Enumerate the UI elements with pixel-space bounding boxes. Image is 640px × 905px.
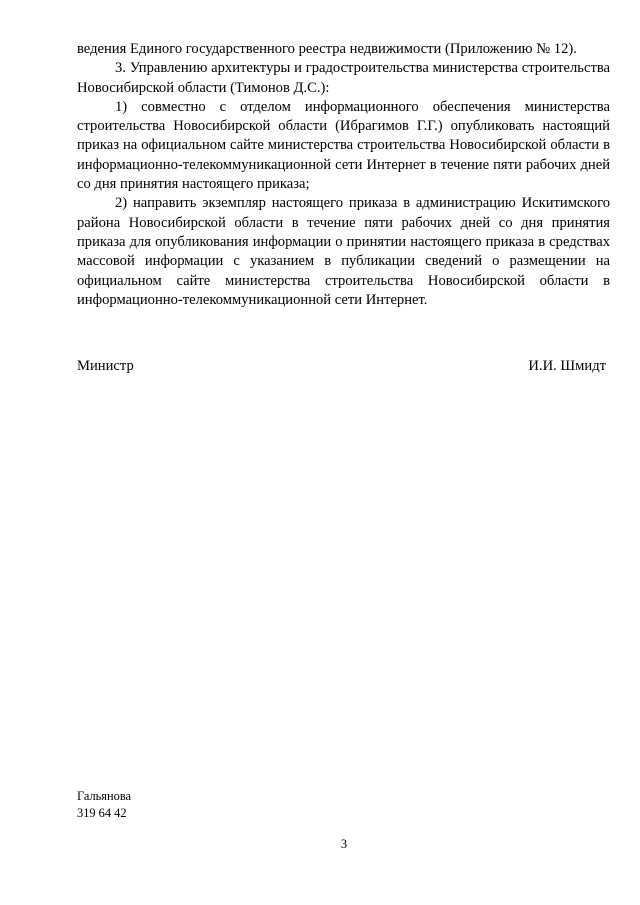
paragraph-subitem-1: 1) совместно с отделом информационного обеспечения министерства строительства Новосибирской области (Ибрагимов Г.Г.) опубликовать настоящий приказ на официальном сайте министерства строительства Новосибирской области в информационно-телекоммуникационной сети Интернет в течение пяти рабочих дней со дня принятия настоящего приказа; (77, 98, 610, 193)
paragraph-subitem-2: 2) направить экземпляр настоящего приказа в администрацию Искитимского района Новосибирской области в течение пяти рабочих дней со дня принятия приказа для опубликования информации о принятии настоящего приказа в средствах массовой информации с указанием в публикации сведений о размещении на официальном сайте министерства строительства Новосибирской области в информационно-телекоммуникационной сети Интернет. (77, 195, 610, 308)
executor-name: Гальянова (77, 789, 132, 803)
document-body (77, 40, 610, 310)
executor-phone: 319 64 42 (77, 805, 127, 820)
page-number: 3 (340, 837, 348, 851)
signatory-name: И.И. Шмидт (528, 358, 606, 374)
executor-contact (77, 788, 131, 821)
signatory-position: Министр (77, 358, 134, 374)
signature-block (77, 357, 606, 376)
paragraph-item-3: 3. Управлению архитектуры и градостроительства министерства строительства Новосибирской области (Тимонов Д.С.): (77, 60, 610, 96)
paragraph-continuation: ведения Единого государственного реестра недвижимости (Приложению № 12). (77, 41, 577, 57)
